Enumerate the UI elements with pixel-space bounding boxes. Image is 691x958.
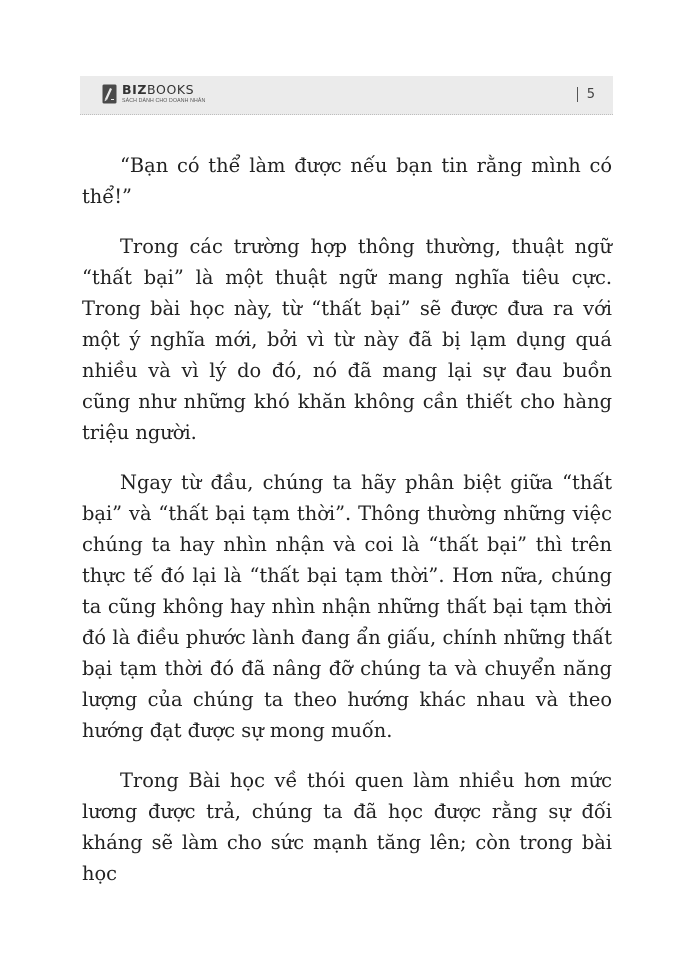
body-paragraph: Trong Bài học về thói quen làm nhiều hơn mức lương được trả, chúng ta đã học được rằng sự đối kháng sẽ làm cho sức mạnh tăng lên; còn trong bài học xyxy=(82,769,612,885)
quote-paragraph: “Bạn có thể làm được nếu bạn tin rằng mình có thể!” xyxy=(82,154,612,208)
page-number: 5 xyxy=(586,87,595,102)
book-pen-logo-icon xyxy=(102,84,117,104)
logo-wordmark: BIZBOOKS xyxy=(122,82,195,97)
bizbooks-logo xyxy=(102,84,205,104)
page-number-divider xyxy=(577,87,578,102)
body-paragraph: Trong các trường hợp thông thường, thuật ngữ “thất bại” là một thuật ngữ mang nghĩa tiêu cực. Trong bài học này, từ “thất bại” sẽ được đưa ra với một ý nghĩa mới, bởi vì từ này đã bị lạm dụng quá nhiều và vì lý do đó, nó đã mang lại sự đau buồn cũng như những khó khăn không cần thiết cho hàng triệu người. xyxy=(82,235,612,444)
page-number-area xyxy=(577,87,595,102)
body-paragraph: Ngay từ đầu, chúng ta hãy phân biệt giữa “thất bại” và “thất bại tạm thời”. Thông thường những việc chúng ta hay nhìn nhận và coi là “thất bại” thì trên thực tế đó lại là “thất bại tạm thời”. Hơn nữa, chúng ta cũng không hay nhìn nhận những thất bại tạm thời đó là điều phước lành đang ẩn giấu, chính những thất bại tạm thời đó đã nâng đỡ chúng ta và chuyển năng lượng của chúng ta theo hướng khác nhau và theo hướng đạt được sự mong muốn. xyxy=(82,471,612,742)
logo-tagline: SÁCH DÀNH CHO DOANH NHÂN xyxy=(122,97,206,104)
page-body xyxy=(82,150,612,889)
page-header xyxy=(80,76,613,115)
